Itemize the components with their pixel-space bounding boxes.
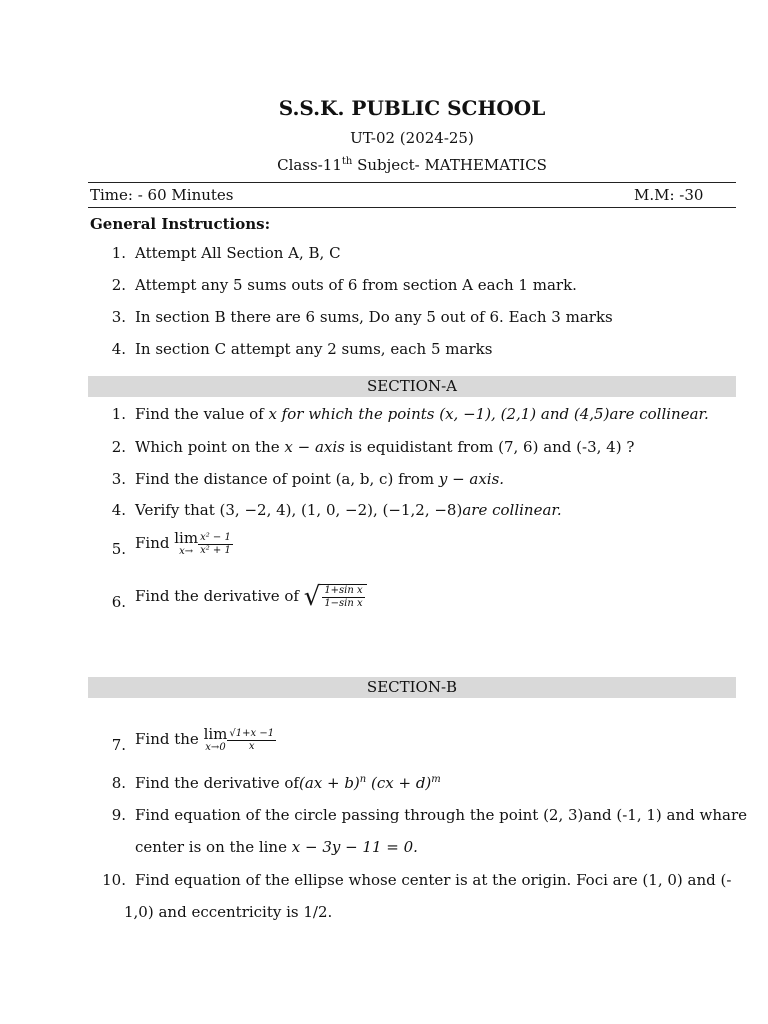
q1-math: x for which the points (x, −1), (2,1) and (4,5)are collinear. — [268, 405, 709, 423]
section-b-header: SECTION-B — [88, 677, 736, 698]
q8-math-b: (cx + d) — [366, 774, 432, 792]
question-num: 5. — [111, 540, 126, 558]
fraction — [320, 584, 366, 610]
q9-math: x − 3y − 11 = 0. — [291, 838, 418, 856]
question-8 — [135, 774, 441, 792]
question-10-line-1: Find equation of the ellipse whose center is at the origin. Foci are (1, 0) and (- — [135, 871, 732, 889]
instructions-heading: General Instructions: — [90, 215, 271, 233]
q3-math: y − axis. — [438, 470, 505, 488]
instruction-text: Attempt All Section A, B, C — [135, 244, 341, 262]
instruction-num: 2. — [111, 276, 126, 294]
numerator: x² − 1 — [200, 531, 231, 543]
question-num: 1. — [111, 405, 126, 423]
question-num: 2. — [111, 438, 126, 456]
instruction-text: In section B there are 6 sums, Do any 5 out of 6. Each 3 marks — [135, 308, 613, 326]
limit-operator — [204, 726, 228, 754]
bottom-rule — [88, 207, 736, 208]
lim-subscript: x→0 — [205, 742, 226, 753]
instruction-num: 4. — [111, 340, 126, 358]
q2-math: x − axis — [284, 438, 345, 456]
question-num: 6. — [111, 593, 126, 611]
q8-text: Find the derivative of — [135, 774, 299, 792]
radical-sign: √ — [303, 582, 321, 612]
question-6 — [135, 582, 367, 612]
q4-text: Verify that (3, −2, 4), (1, 0, −2), (−1,2, −8) — [135, 501, 463, 519]
q8-exp-m: m — [431, 774, 441, 785]
q6-text: Find the derivative of — [135, 587, 304, 605]
q8-math-a: (ax + b) — [298, 774, 360, 792]
numerator: 1+sin x — [324, 585, 363, 596]
q5-text: Find — [135, 534, 175, 552]
subject: Subject- MATHEMATICS — [352, 156, 547, 174]
q7-text: Find the — [135, 730, 204, 748]
denominator: 1−sin x — [324, 598, 363, 609]
q4-math: are collinear. — [462, 501, 562, 519]
school-name: S.S.K. PUBLIC SCHOOL — [278, 96, 546, 120]
section-a-header: SECTION-A — [88, 376, 736, 397]
question-num: 10. — [102, 871, 126, 889]
denominator: x² + 1 — [200, 544, 231, 556]
question-num: 9. — [111, 806, 126, 824]
denominator: x — [248, 740, 255, 752]
question-7 — [135, 726, 276, 754]
question-3 — [135, 470, 504, 488]
question-1 — [135, 405, 709, 423]
instruction-num: 1. — [111, 244, 126, 262]
question-num: 8. — [111, 774, 126, 792]
lim-subscript: x→ — [179, 546, 194, 557]
instruction-text: In section C attempt any 2 sums, each 5 marks — [135, 340, 493, 358]
class-prefix: Class-11 — [277, 156, 342, 174]
q8-exp-n: n — [359, 774, 367, 785]
q3-text: Find the distance of point (a, b, c) from — [135, 470, 439, 488]
max-marks: M.M: -30 — [634, 186, 704, 204]
square-root — [304, 582, 367, 612]
question-num: 4. — [111, 501, 126, 519]
q1-text: Find the value of — [135, 405, 269, 423]
question-10-line-2: 1,0) and eccentricity is 1/2. — [124, 903, 333, 921]
top-rule — [88, 182, 736, 183]
class-sup: th — [341, 156, 353, 167]
fraction — [198, 532, 233, 557]
time-label: Time: - 60 Minutes — [90, 186, 234, 204]
class-subject — [0, 156, 768, 174]
question-num: 3. — [111, 470, 126, 488]
q9-text: center is on the line — [135, 838, 292, 856]
question-4 — [135, 501, 562, 519]
instruction-text: Attempt any 5 sums outs of 6 from section A each 1 mark. — [135, 276, 577, 294]
q2-text: Which point on the — [135, 438, 285, 456]
test-name: UT-02 (2024-25) — [350, 129, 474, 147]
limit-operator — [174, 530, 198, 558]
question-9-line-2 — [135, 838, 418, 856]
question-2 — [135, 438, 634, 456]
lim-word: lim — [203, 725, 228, 743]
instruction-num: 3. — [111, 308, 126, 326]
question-9-line-1: Find equation of the circle passing through the point (2, 3)and (-1, 1) and whare — [135, 806, 747, 824]
question-num: 7. — [111, 736, 126, 754]
fraction — [227, 728, 276, 753]
question-5 — [135, 530, 233, 558]
numerator: √1+x −1 — [229, 727, 275, 739]
q2-text-end: is equidistant from (7, 6) and (-3, 4) ? — [344, 438, 635, 456]
lim-word: lim — [174, 529, 199, 547]
